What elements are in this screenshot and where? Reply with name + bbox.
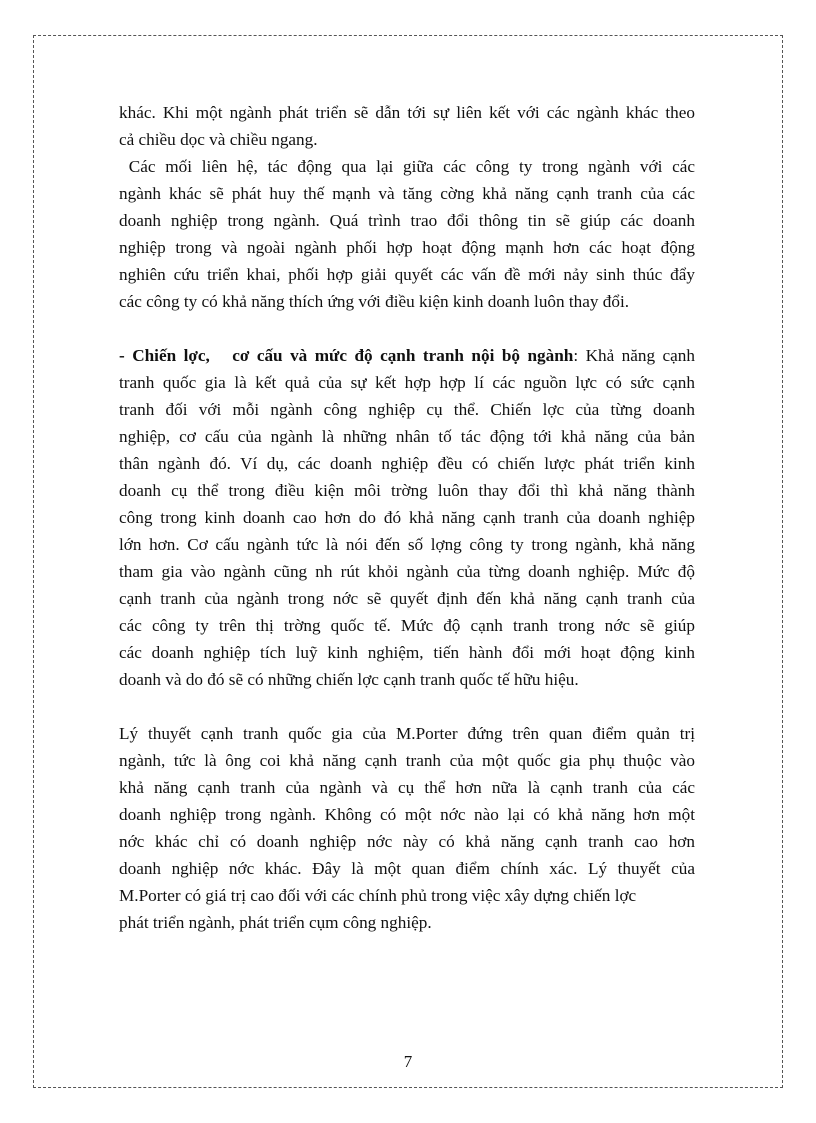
text-line: tranh đối với mỗi ngành công nghiệp cụ thể. Chiến lợc của từng doanh	[119, 400, 695, 419]
text-line: khả năng cạnh tranh của ngành và cụ thể hơn nữa là cạnh tranh của các	[119, 778, 695, 797]
text-line: doanh nghiệp nớc khác. Đây là một quan điểm chính xác. Lý thuyết của	[119, 859, 695, 878]
text-line: nghiệp, cơ cấu của ngành là những nhân tố tác động tới khả năng của bản	[119, 427, 695, 446]
text-line: Các mối liên hệ, tác động qua lại giữa các công ty trong ngành với các	[119, 157, 695, 176]
page-number: 7	[403, 1052, 413, 1071]
text-line: ngành khác sẽ phát huy thế mạnh và tăng cờng khả năng cạnh tranh của các	[119, 184, 695, 203]
text-line: doanh nghiệp trong ngành. Không có một nớc nào lại có khả năng hơn một	[119, 805, 695, 824]
text-line: các công ty có khả năng thích ứng với điều kiện kinh doanh luôn thay đổi.	[119, 292, 630, 311]
text-line: các doanh nghiệp tích luỹ kinh nghiệm, tiến hành đổi mới hoạt động kinh	[119, 643, 695, 662]
text-line: Lý thuyết cạnh tranh quốc gia của M.Porter đứng trên quan điểm quản trị	[119, 724, 695, 743]
paragraph-industry-linkage	[119, 99, 695, 153]
text-line: phát triển ngành, phát triển cụm công nghiệp.	[119, 913, 432, 932]
text-line: thân ngành đó. Ví dụ, các doanh nghiệp đều có chiến lược phát triển kinh	[119, 454, 695, 473]
text-line: tham gia vào ngành cũng nh rút khỏi ngành của từng doanh nghiệp. Mức độ	[119, 562, 695, 581]
text-line: khác. Khi một ngành phát triển sẽ dẫn tới sự liên kết với các ngành khác theo	[119, 103, 695, 122]
heading-continuation: : Khả năng cạnh	[573, 346, 695, 365]
text-line: cạnh tranh của ngành trong nớc sẽ quyết định đến khả năng cạnh tranh của	[119, 589, 695, 608]
text-line: công trong kinh doanh cao hơn do đó khả năng cạnh tranh của doanh nghiệp	[119, 508, 695, 527]
paragraph-strategy-structure-rivalry	[119, 342, 695, 693]
text-line: cả chiều dọc và chiều ngang.	[119, 130, 318, 149]
document-body	[119, 99, 695, 936]
section-heading: - Chiến lợc, cơ cấu và mức độ cạnh tranh nội bộ ngành	[119, 346, 574, 365]
text-line: M.Porter có giá trị cao đối với các chính phủ trong việc xây dựng chiến lợc	[119, 886, 637, 905]
text-line: nghiệp trong và ngoài ngành phối hợp hoạt động mạnh hơn các hoạt động	[119, 238, 695, 257]
paragraph-spacer	[119, 315, 695, 342]
text-line: nghiên cứu triển khai, phối hợp giải quyết các vấn đề mới nảy sinh thúc đẩy	[119, 265, 695, 284]
text-line: nớc khác chỉ có doanh nghiệp nớc này có khả năng cạnh tranh cao hơn	[119, 832, 695, 851]
text-line	[119, 342, 695, 369]
paragraph-porter-theory	[119, 720, 695, 936]
text-line: lớn hơn. Cơ cấu ngành tức là nói đến số lợng công ty trong ngành, khả năng	[119, 535, 695, 554]
paragraph-spacer	[119, 693, 695, 720]
text-line: tranh quốc gia là kết quả của sự kết hợp hợp lí các nguồn lực có sức cạnh	[119, 373, 695, 392]
text-line: doanh nghiệp trong ngành. Quá trình trao đổi thông tin sẽ giúp các doanh	[119, 211, 695, 230]
paragraph-interrelations	[119, 153, 695, 315]
text-line: các công ty trên thị trờng quốc tế. Mức độ cạnh tranh trong nớc sẽ giúp	[119, 616, 695, 635]
text-line: doanh và do đó sẽ có những chiến lợc cạnh tranh quốc tế hữu hiệu.	[119, 670, 579, 689]
text-line: ngành, tức là ông coi khả năng cạnh tranh của một quốc gia phụ thuộc vào	[119, 751, 695, 770]
text-line: doanh cụ thể trong điều kiện môi trờng luôn thay đổi thì khả năng thành	[119, 481, 695, 500]
